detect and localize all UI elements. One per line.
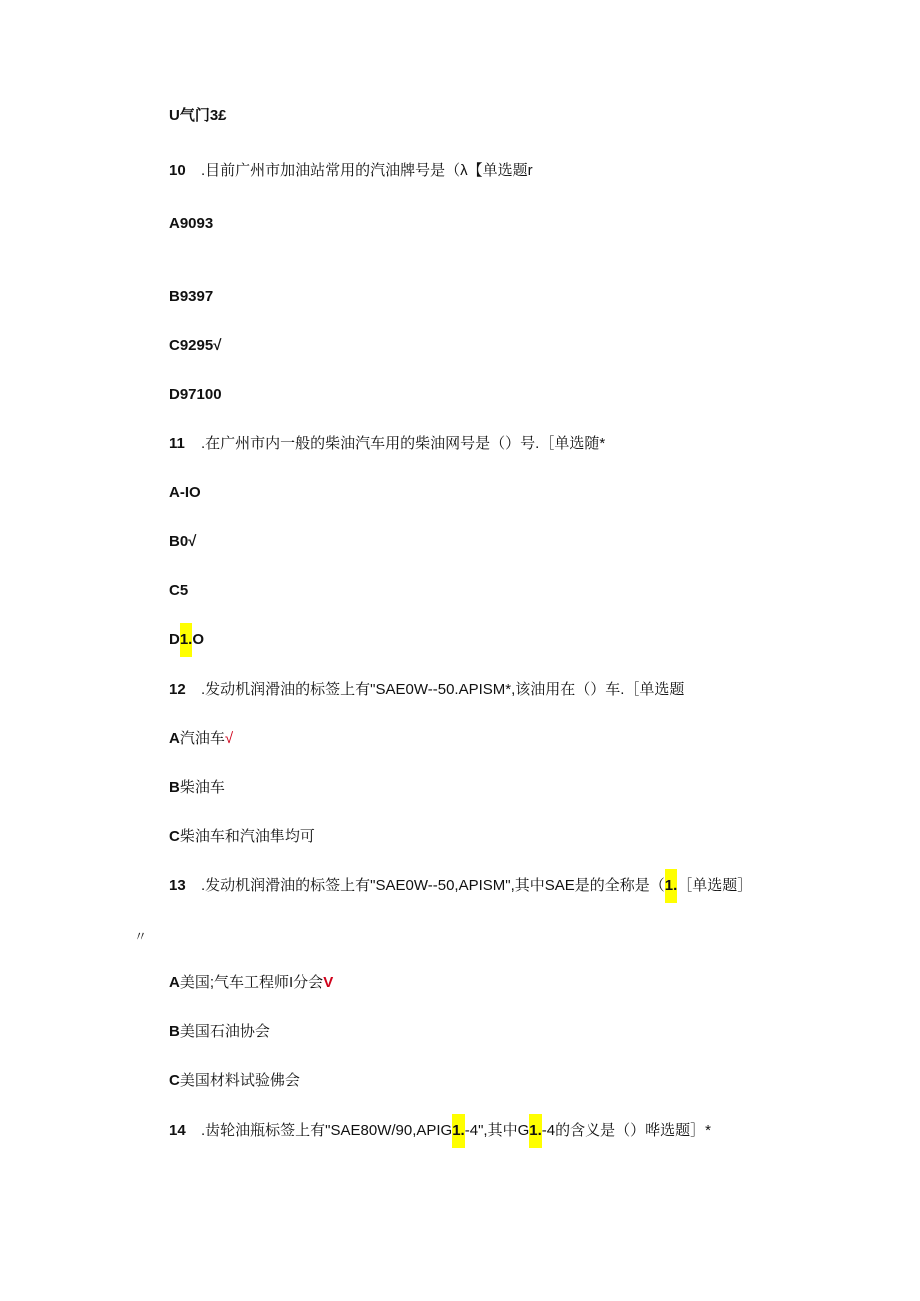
option-d: D1.O <box>169 630 204 650</box>
question-12 <box>169 680 684 700</box>
option-d: D97100 <box>169 386 222 403</box>
question-13: 13 .发动机润滑油的标签上有"SAE0W--50,APISM",其中SAE是的全称是（1.［单选题］ <box>169 876 752 896</box>
question-10 <box>169 161 533 181</box>
option-c: C柴油车和汽油隼均可 <box>169 828 315 845</box>
option-b: B9397 <box>169 288 214 305</box>
option-b: B美国石油协会 <box>169 1023 270 1040</box>
question-number: 12 <box>169 681 186 698</box>
question-number: 11 <box>169 435 185 452</box>
question-number: 13 <box>169 877 186 894</box>
highlight: 1. <box>180 623 193 657</box>
answer-check-mark: V <box>323 974 334 991</box>
option-c: C5 <box>169 582 189 599</box>
question-text: .发动机润滑油的标签上有"SAE0W--50,APISM",其中SAE是的全称是（ <box>201 877 665 894</box>
option-a: A美国;气车工程师I分会V <box>169 974 334 991</box>
question-text: .在广州市内一般的柴油汽车用的柴油网号是（）号.［单选随* <box>201 435 606 452</box>
option-a: A9093 <box>169 215 214 232</box>
stray-mark: 〃 <box>134 929 148 944</box>
question-14: 14 .齿轮油瓶标签上有"SAE80W/90,APIG1.-4",其中G1.-4的含义是（）哗选题］* <box>169 1121 711 1141</box>
option-b: B0√ <box>169 533 197 550</box>
question-text: .齿轮油瓶标签上有"SAE80W/90,APIG <box>201 1122 453 1139</box>
highlight: 1. <box>529 1114 542 1148</box>
question-number: 14 <box>169 1122 186 1139</box>
option-c: C美国材料试验佛会 <box>169 1072 300 1089</box>
question-text: .目前广州市加油站常用的汽油牌号是（λ【单选题r <box>201 162 533 179</box>
highlight: 1. <box>452 1114 465 1148</box>
option-b: B柴油车 <box>169 779 225 796</box>
question-11 <box>169 434 605 454</box>
option-a: A汽油车√ <box>169 730 234 747</box>
question-text: .发动机润滑油的标签上有"SAE0W--50.APISM*,该油用在（）车.［单选题 <box>201 681 685 698</box>
option-c: C9295√ <box>169 337 222 354</box>
question-number: 10 <box>169 162 186 179</box>
option-a: A-IO <box>169 484 201 501</box>
highlight: 1. <box>665 869 678 903</box>
fragment-line: U气门3£ <box>169 107 227 124</box>
answer-check-mark: √ <box>224 730 234 747</box>
